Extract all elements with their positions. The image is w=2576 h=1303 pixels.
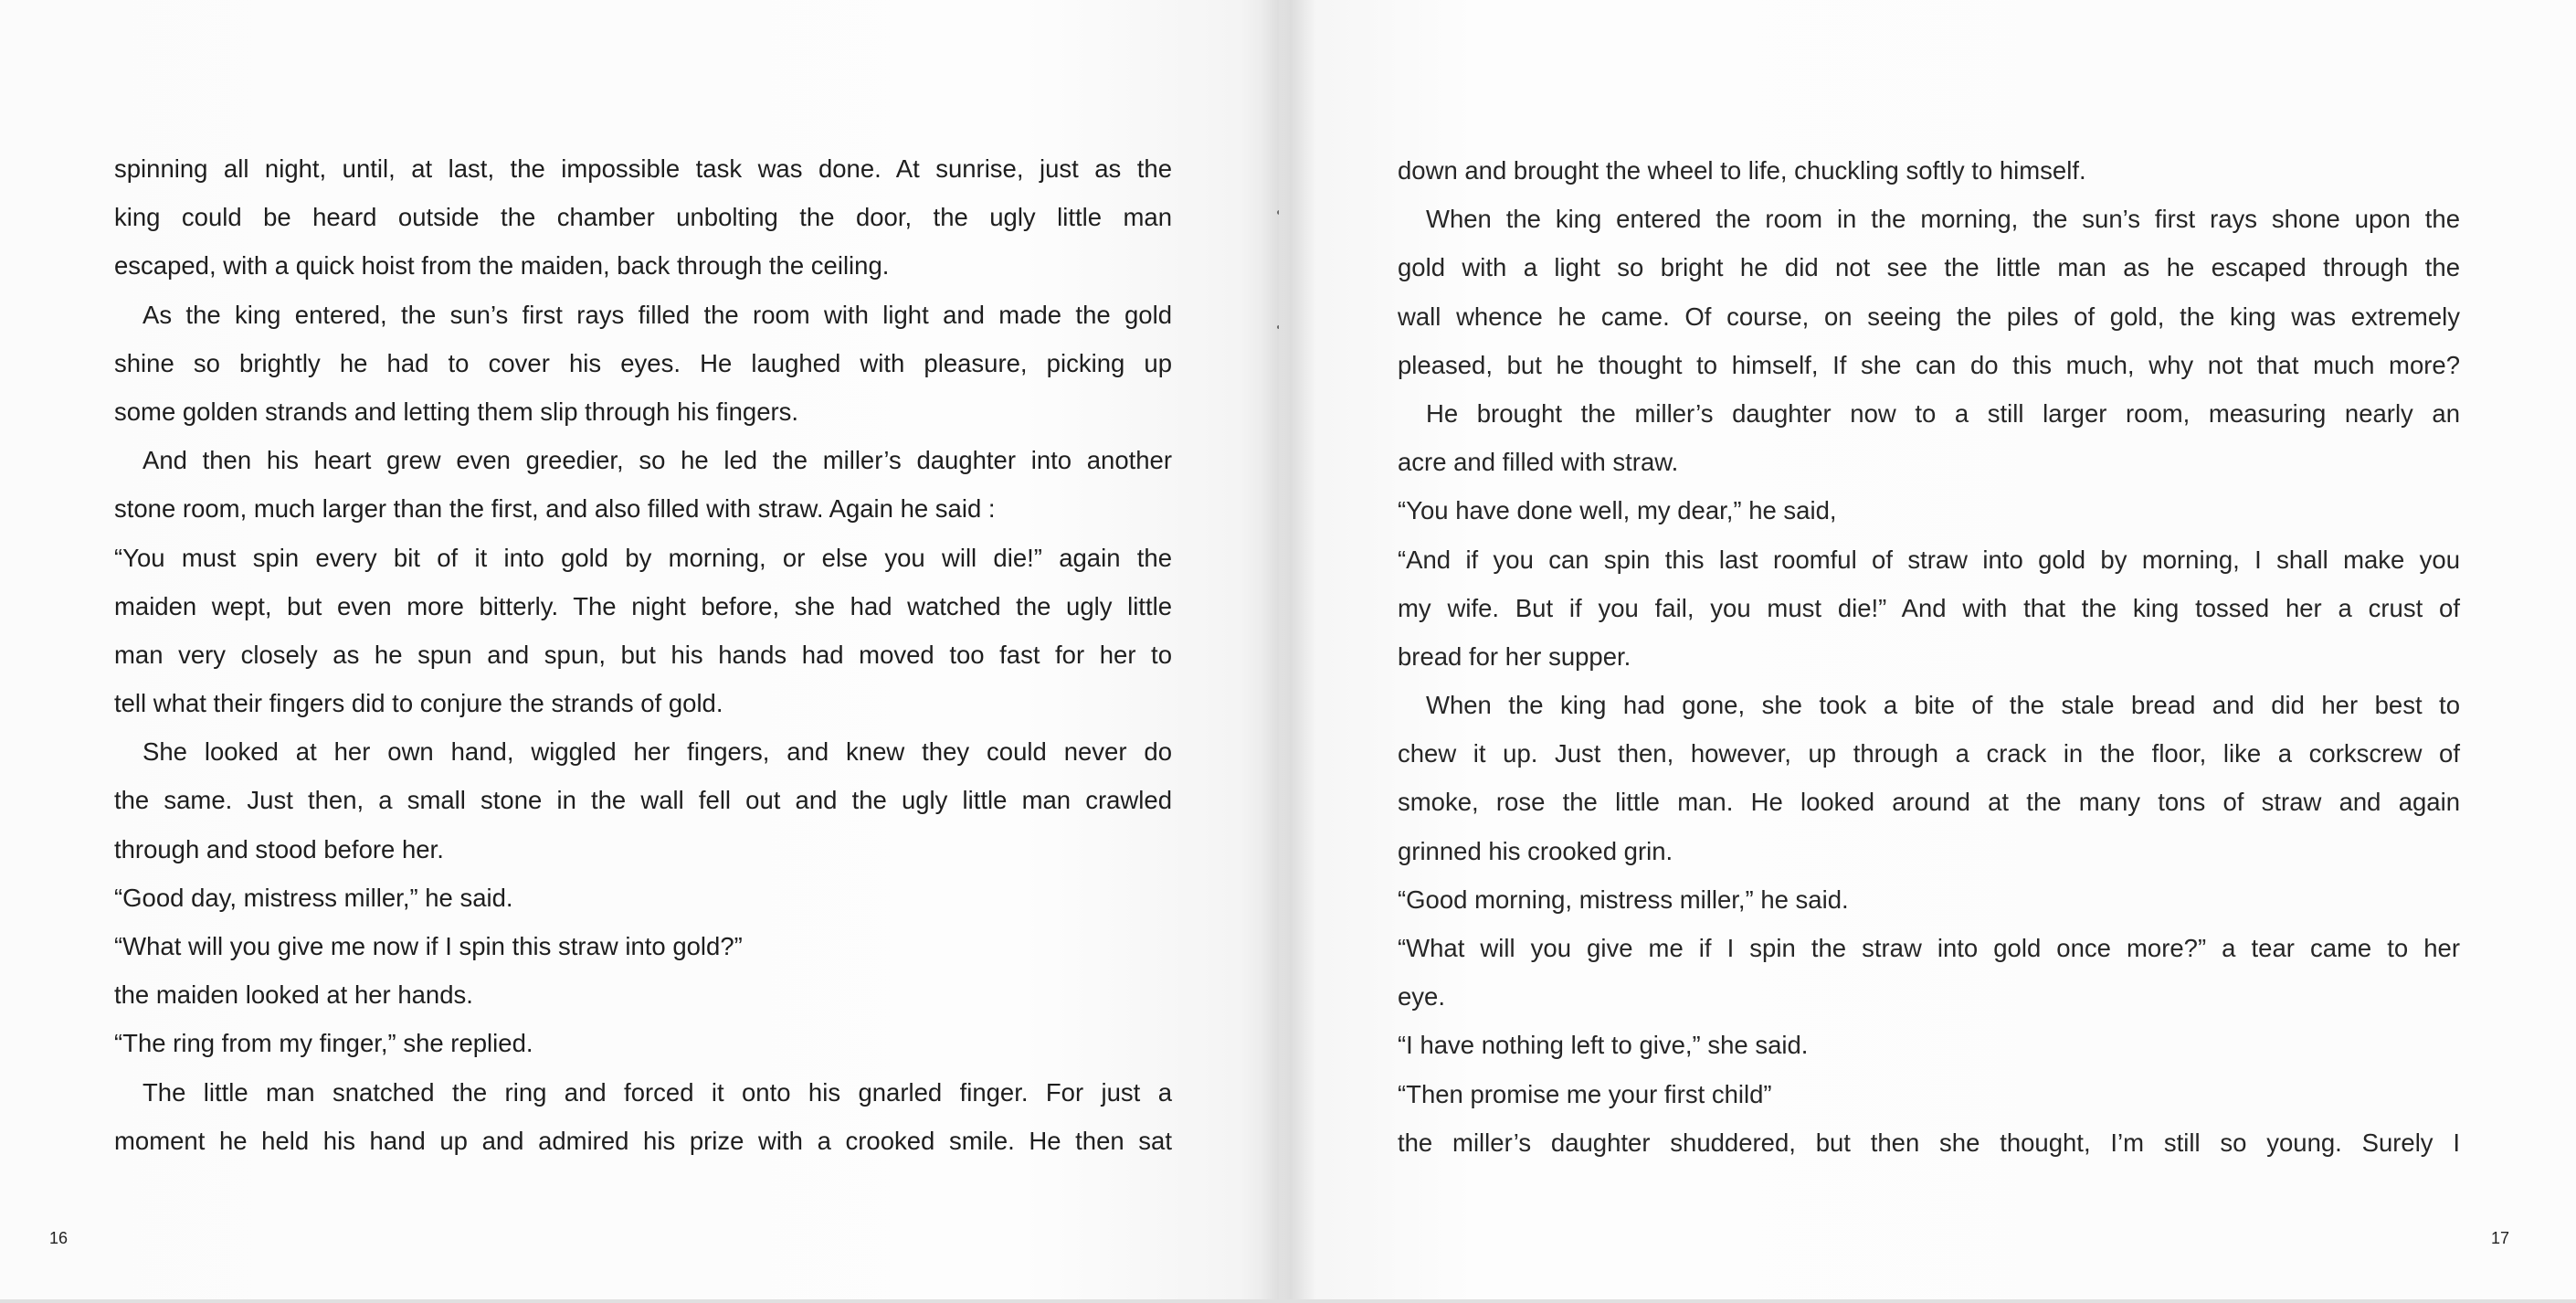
- text-line: chew it up. Just then, however, up through a crack in the floor, like a corkscrew of: [1398, 739, 2460, 768]
- text-line: stone room, much larger than the first, and also filled with straw. Again he said :: [114, 494, 996, 524]
- text-line: acre and filled with straw.: [1398, 448, 1679, 477]
- text-line: “I have nothing left to give,” she said.: [1398, 1031, 1809, 1060]
- text-line: grinned his crooked grin.: [1398, 836, 1673, 865]
- text-line: bread for her supper.: [1398, 641, 1631, 671]
- text-line: the maiden looked at her hands.: [114, 980, 473, 1010]
- text-line: the same. Just then, a small stone in the wall fell out and the ugly little man crawled: [114, 786, 1172, 815]
- left-page-text: [114, 144, 1172, 1165]
- text-line: gold with a light so bright he did not see the little man as he escaped through the: [1398, 253, 2460, 282]
- text-line: When the king had gone, she took a bite of the stale bread and did her best to: [1426, 691, 2460, 720]
- text-line: He brought the miller’s daughter now to a still larger room, measuring nearly an: [1426, 398, 2460, 428]
- text-line: moment he held his hand up and admired his prize with a crooked smile. He then sat: [114, 1126, 1172, 1155]
- text-line: “You have done well, my dear,” he said,: [1398, 496, 1837, 525]
- text-line: king could be heard outside the chamber unbolting the door, the ugly little man: [114, 203, 1172, 232]
- text-line: escaped, with a quick hoist from the maiden, back through the ceiling.: [114, 251, 890, 281]
- text-line: the miller’s daughter shuddered, but then she thought, I’m still so young. Surely I: [1398, 1128, 2460, 1157]
- right-page-text: [1398, 146, 2460, 1167]
- text-line: She looked at her own hand, wiggled her fingers, and knew they could never do: [143, 737, 1172, 767]
- text-line: “Good day, mistress miller,” he said.: [114, 883, 513, 912]
- text-line: my wife. But if you fail, you must die!” And with that the king tossed her a crust of: [1398, 593, 2460, 622]
- text-line: “And if you can spin this last roomful of straw into gold by morning, I shall make you: [1398, 545, 2460, 574]
- text-line: pleased, but he thought to himself, If she can do this much, why not that much more?: [1398, 350, 2460, 379]
- text-line: “What will you give me now if I spin this straw into gold?”: [114, 932, 743, 960]
- text-line: eye.: [1398, 982, 1445, 1012]
- page-number-right: 17: [2491, 1229, 2510, 1247]
- text-line: shine so brightly he had to cover his eyes. He laughed with pleasure, picking up: [114, 348, 1172, 377]
- right-page: [1279, 0, 2576, 1303]
- text-line: wall whence he came. Of course, on seeing the piles of gold, the king was extremely: [1398, 302, 2460, 331]
- bottom-edge: [0, 1299, 2576, 1303]
- text-line: man very closely as he spun and spun, but his hands had moved too fast for her to: [114, 640, 1172, 669]
- text-line: maiden wept, but even more bitterly. The night before, she had watched the ugly little: [114, 591, 1172, 620]
- text-line: some golden strands and letting them slip through his fingers.: [114, 397, 799, 426]
- text-line: through and stood before her.: [114, 834, 444, 863]
- text-line: “What will you give me if I spin the straw into gold once more?” a tear came to her: [1398, 934, 2460, 962]
- text-line: When the king entered the room in the morning, the sun’s first rays shone upon the: [1426, 205, 2460, 234]
- text-line: “Good morning, mistress miller,” he said.: [1398, 885, 1849, 914]
- text-line: smoke, rose the little man. He looked around at the many tons of straw and again: [1398, 788, 2460, 817]
- text-line: spinning all night, until, at last, the impossible task was done. At sunrise, just as the: [114, 154, 1172, 183]
- text-line: “The ring from my finger,” she replied.: [114, 1029, 533, 1058]
- text-line: The little man snatched the ring and forced it onto his gnarled finger. For just a: [143, 1077, 1172, 1107]
- left-page: [0, 0, 1279, 1303]
- page-number-left: 16: [49, 1229, 69, 1247]
- text-line: tell what their fingers did to conjure the strands of gold.: [114, 689, 723, 718]
- text-line: down and brought the wheel to life, chuckling softly to himself.: [1398, 156, 2086, 185]
- text-line: “Then promise me your first child”: [1398, 1079, 1772, 1108]
- text-line: And then his heart grew even greedier, so he led the miller’s daughter into another: [143, 446, 1172, 475]
- text-line: “You must spin every bit of it into gold by morning, or else you will die!” again the: [114, 543, 1172, 572]
- text-line: As the king entered, the sun’s first rays filled the room with light and made the gold: [143, 300, 1172, 329]
